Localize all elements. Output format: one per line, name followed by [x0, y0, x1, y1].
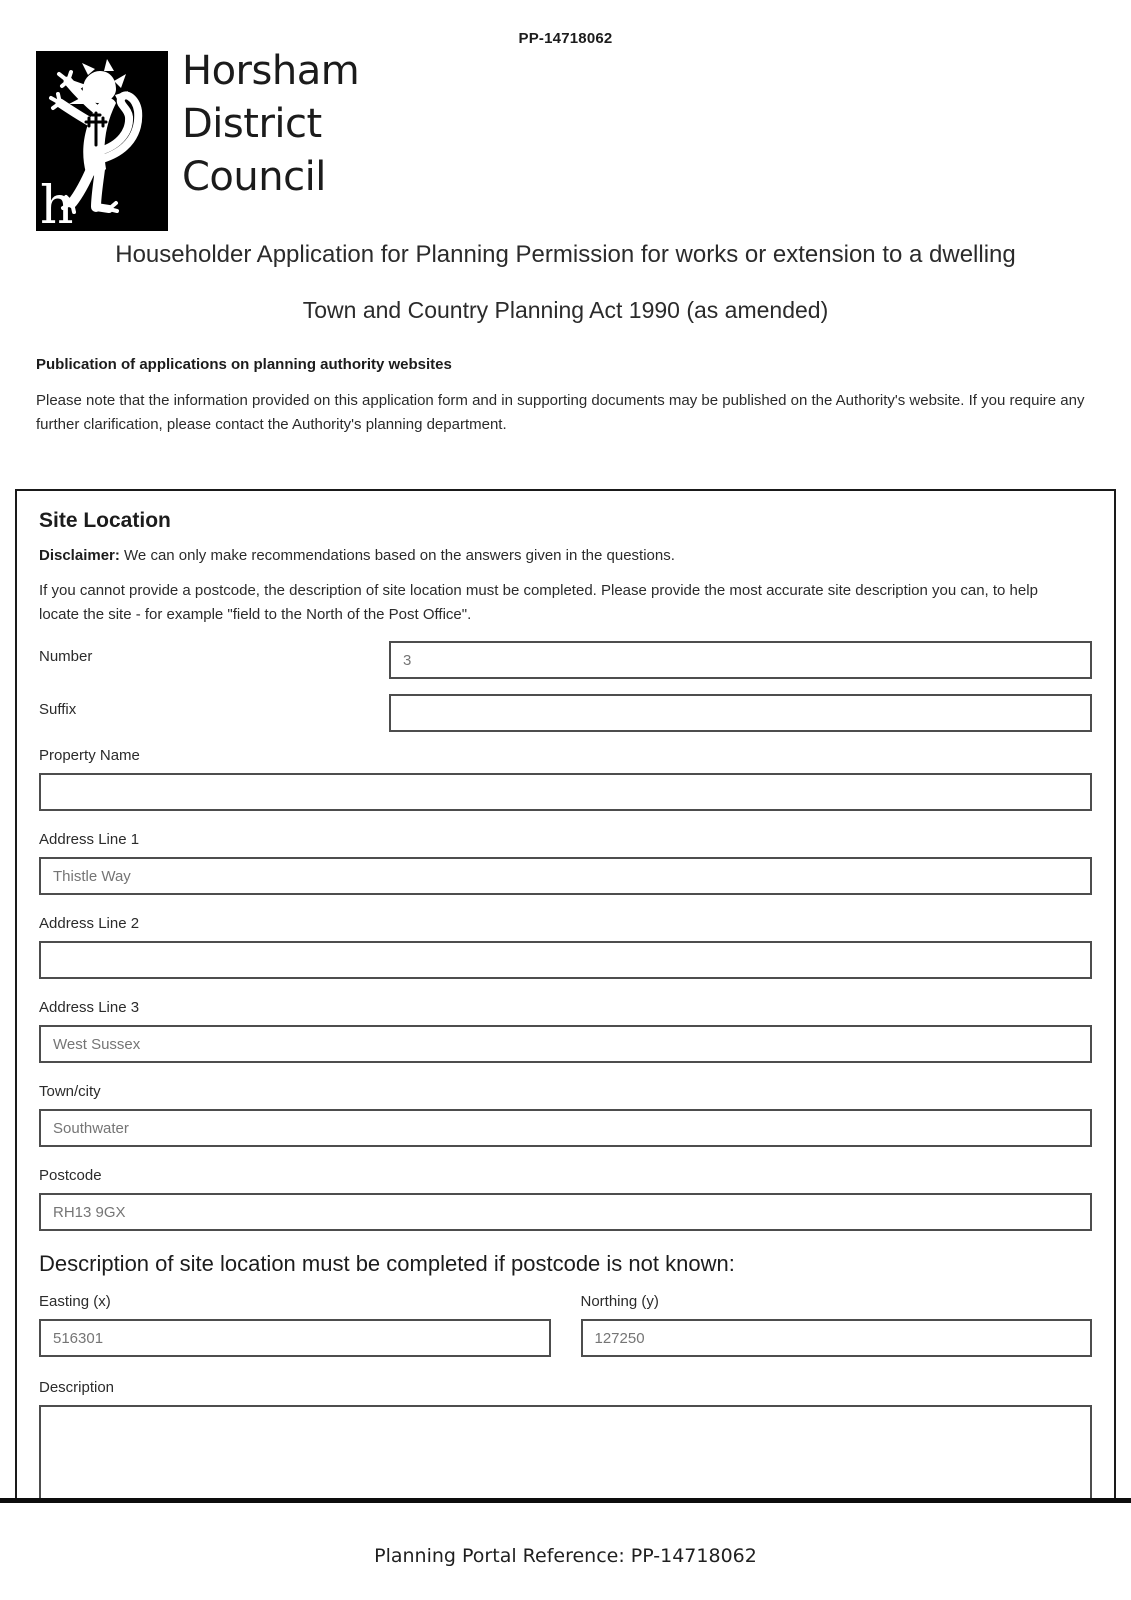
- description-row: [39, 1379, 1092, 1498]
- publication-heading: Publication of applications on planning authority websites: [36, 356, 452, 373]
- suffix-input[interactable]: [389, 694, 1092, 732]
- planning-portal-reference-top: PP-14718062: [518, 30, 613, 47]
- suffix-row: [39, 694, 1092, 732]
- number-row: [39, 641, 1092, 679]
- form-subtitle: Town and Country Planning Act 1990 (as amended): [302, 297, 829, 323]
- address-line-2-label: Address Line 2: [39, 915, 140, 932]
- postcode-label: Postcode: [39, 1167, 102, 1184]
- lion-rampant-icon: [36, 51, 168, 231]
- property-name-row: [39, 747, 1092, 811]
- northing-input[interactable]: [581, 1319, 1093, 1357]
- town-city-input[interactable]: [39, 1109, 1092, 1147]
- disclaimer-label: Disclaimer:: [39, 547, 120, 564]
- site-location-section: [15, 489, 1116, 1498]
- description-label: Description: [39, 1379, 115, 1396]
- council-lion-logo: [36, 51, 168, 231]
- address-line-2-row: [39, 915, 1092, 979]
- description-input[interactable]: [39, 1405, 1092, 1498]
- coordinates-row: [39, 1293, 1092, 1357]
- postcode-input[interactable]: [39, 1193, 1092, 1231]
- number-input[interactable]: [389, 641, 1092, 679]
- council-name-line1: Horsham: [182, 48, 360, 94]
- property-name-input[interactable]: [39, 773, 1092, 811]
- address-line-3-label: Address Line 3: [39, 999, 140, 1016]
- property-name-label: Property Name: [39, 747, 140, 764]
- address-line-3-row: [39, 999, 1092, 1063]
- postcode-row: [39, 1167, 1092, 1231]
- address-line-1-input[interactable]: [39, 857, 1092, 895]
- site-location-heading: Site Location: [39, 509, 171, 532]
- page-footer-divider: [0, 1498, 1131, 1503]
- northing-field: [581, 1293, 1093, 1357]
- svg-text:h: h: [40, 176, 74, 231]
- address-line-1-row: [39, 831, 1092, 895]
- publication-note: Please note that the information provided on this application form and in supporting documents may be published on the Authority's website. If you require any further clarification, please contact the Authority's planning department.: [36, 392, 1085, 433]
- northing-label: Northing (y): [580, 1293, 659, 1310]
- council-name-line2: District: [182, 100, 322, 147]
- suffix-label: Suffix: [39, 701, 77, 718]
- disclaimer-text: [39, 546, 1092, 566]
- easting-label: Easting (x): [39, 1293, 111, 1310]
- address-line-2-input[interactable]: [39, 941, 1092, 979]
- council-name: [182, 45, 359, 203]
- planning-portal-reference-footer: Planning Portal Reference: PP-14718062: [374, 1545, 757, 1567]
- postcode-instructions: If you cannot provide a postcode, the description of site location must be completed. Please provide the most accurate site description you can, to help locate the site - for example "field to the North of the Post Office".: [39, 582, 1038, 623]
- number-label: Number: [39, 648, 93, 665]
- easting-input[interactable]: [39, 1319, 551, 1357]
- disclaimer-body: We can only make recommendations based on the answers given in the questions.: [119, 547, 675, 564]
- form-title: Householder Application for Planning Permission for works or extension to a dwelling: [115, 241, 1016, 268]
- address-line-1-label: Address Line 1: [39, 831, 140, 848]
- description-section-heading: Description of site location must be completed if postcode is not known:: [39, 1251, 735, 1276]
- town-city-label: Town/city: [39, 1083, 101, 1100]
- easting-field: [39, 1293, 551, 1357]
- council-name-line3: Council: [182, 153, 326, 200]
- address-line-3-input[interactable]: [39, 1025, 1092, 1063]
- council-header: [36, 48, 1131, 231]
- town-city-row: [39, 1083, 1092, 1147]
